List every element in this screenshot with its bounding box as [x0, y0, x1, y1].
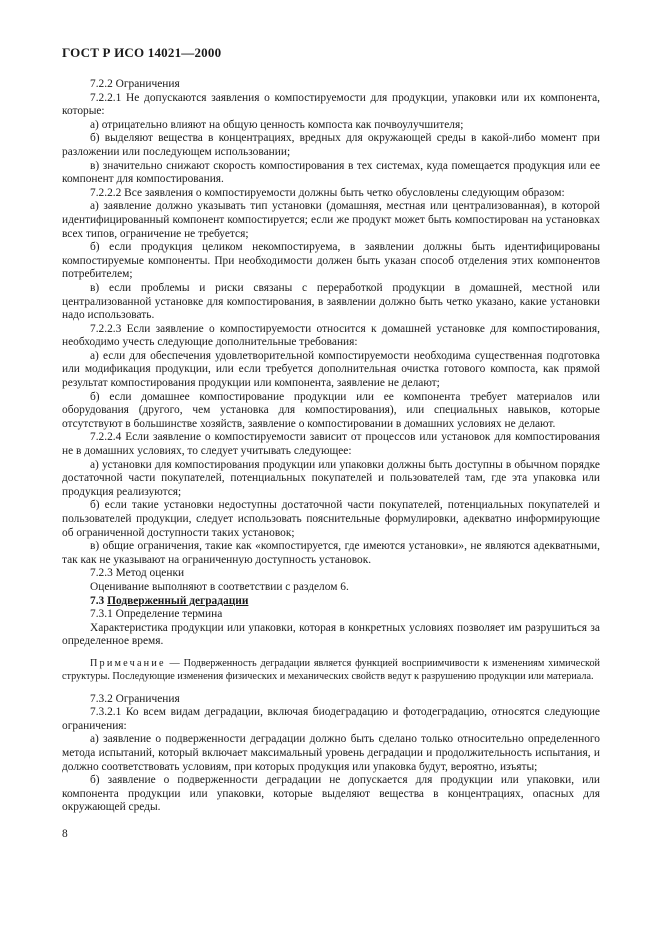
- list-item: а) заявление должно указывать тип установки (домашняя, местная или централизованная), в которой идентифицированный компонент компостируется; если же продукт может быть компостирован на установках всех типов, ограничение не требуется;: [62, 200, 600, 240]
- section-heading: 7.3.2 Ограничения: [90, 692, 180, 705]
- section-heading: 7.2.3 Метод оценки: [90, 567, 185, 580]
- section-heading: 7.2.2 Ограничения: [90, 78, 180, 90]
- list-item: в) значительно снижают скорость компостирования в тех системах, куда помещается продукция или ее компонент для компостирования.: [62, 159, 600, 186]
- section-title: [62, 595, 600, 609]
- paragraph: 7.3.2.1 Ко всем видам деградации, включая биодеградацию и фотодеградацию, относятся следующие ограничения:: [62, 706, 600, 732]
- section-heading: 7.3.1 Определение термина: [90, 608, 223, 621]
- list-item: а) заявление о подверженности деградации должно быть сделано только относительно определенного метода испытаний, который включает максимальный уровень деградации и продолжительность испытания, и должно соответствовать условиям, при которых продукция или упаковка будут, вероятно, изъяты;: [62, 733, 600, 773]
- list-item: в) если проблемы и риски связаны с переработкой продукции в домашней, местной или централизованной установке для компостирования, в заявлении должно быть четко указано, какие установки надо использовать.: [62, 281, 600, 322]
- note-text: — Подверженность деградации является функцией восприимчивости к изменениям химической структуры. Последующие изменения физических и механических свойств ведут к разрушению продукции или материала.: [62, 657, 600, 682]
- page-number: 8: [62, 828, 68, 840]
- paragraph: Оценивание выполняют в соответствии с разделом 6.: [90, 580, 349, 593]
- list-item: б) если такие установки недоступны достаточной части покупателей, потенциальных покупателей и пользователей продукции, следует использовать пояснительные формулировки, адекватно информирующие об ограниченной доступности таких установок;: [62, 499, 600, 539]
- note: [62, 658, 600, 684]
- page-header: ГОСТ Р ИСО 14021—2000: [62, 45, 222, 60]
- list-item: б) заявление о подверженности деградации не допускается для продукции или упаковки, или компонента продукции или упаковки, которые выделяют вещества в концентрациях, опасных для окружающей среды.: [62, 774, 600, 814]
- section-title-text: Подверженный деградации: [107, 594, 249, 607]
- list-item: а) если для обеспечения удовлетворительной компостируемости необходима существенная подготовка или модификация продукции, или если требуется дополнительная очистка готового компоста, как прямой результат компостирования продукции или компонента, заявление не делают;: [62, 349, 600, 390]
- paragraph: 7.2.2.2 Все заявления о компостируемости должны быть четко обусловлены следующим образом:: [90, 186, 565, 199]
- list-item: а) отрицательно влияют на общую ценность компоста как почвоулучшителя;: [90, 118, 464, 131]
- list-item: в) общие ограничения, такие как «компостируется, где имеются установки», не являются адекватными, так как не указывают на ограниченную доступность установок.: [62, 540, 600, 566]
- note-label: Примечание: [90, 657, 166, 669]
- paragraph: 7.2.2.4 Если заявление о компостируемости зависит от процессов или установок для компостирования не в домашних условиях, то следует учитывать следующее:: [62, 431, 600, 458]
- list-item: б) выделяют вещества в концентрациях, вредных для окружающей среды в какой-либо момент при разложении или последующем использовании;: [62, 132, 600, 158]
- section-number: 7.3: [90, 594, 105, 607]
- paragraph: Характеристика продукции или упаковки, которая в конкретных условиях позволяет им разрушиться за определенное время.: [62, 621, 600, 648]
- list-item: б) если домашнее компостирование продукции или ее компонента требует материалов или оборудования (другого, чем установка для компостирования), или специальных навыков, которые отсутствуют в большинстве хозяйств, заявление о компостировании в домашних условиях не делают.: [62, 390, 600, 430]
- paragraph: 7.2.2.3 Если заявление о компостируемости относится к домашней установке для компостирования, необходимо учесть следующие дополнительные требования:: [62, 322, 600, 349]
- paragraph: 7.2.2.1 Не допускаются заявления о компостируемости для продукции, упаковки или их компонента, которые:: [62, 91, 600, 118]
- list-item: б) если продукция целиком некомпостируема, в заявлении должны быть идентифицированы компостируемые компоненты. При необходимости должен быть указан способ отделения этих компонентов потребителем;: [62, 241, 600, 281]
- list-item: а) установки для компостирования продукции или упаковки должны быть доступны в обычном порядке достаточной части покупателей, потенциальных покупателей и пользователей там, где эта упаковка или продукция реализуются;: [62, 458, 600, 498]
- document-body: [62, 78, 600, 815]
